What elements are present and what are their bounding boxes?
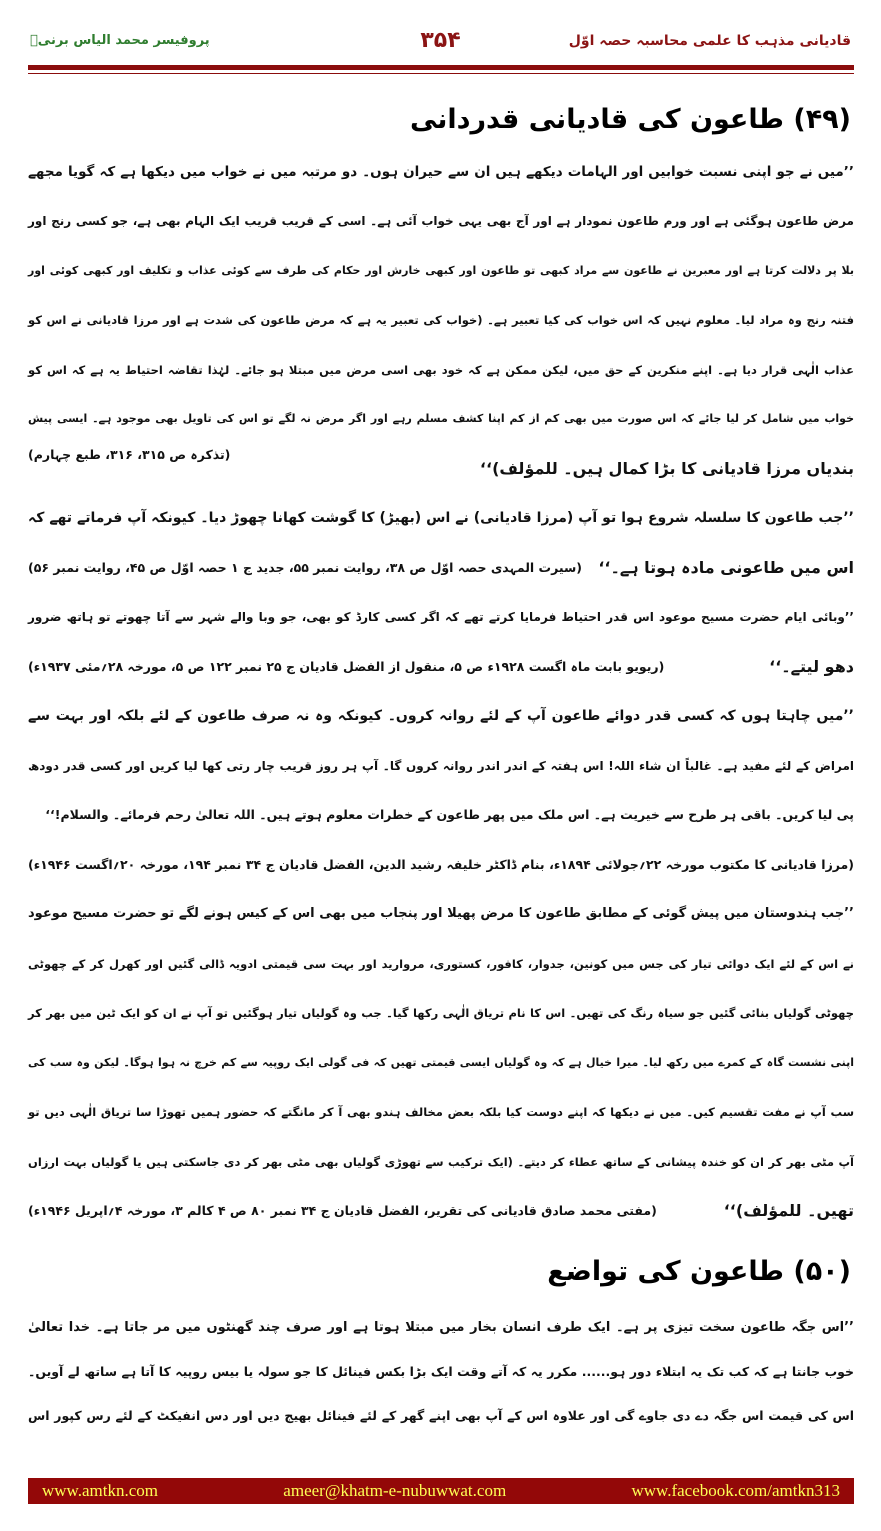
text-line: ’’جب ہندوستان میں پیش گوئی کے مطابق طاعون کا مرض پھیلا اور پنجاب میں بھی اس کے کیس ہونے لگے تو حضرت مسیح موعود [28,906,854,921]
text-line: ’’وبائی ایام حضرت مسیح موعود اس قدر احتیاط فرمایا کرتے تھے کہ اگر کسی کارڈ کو بھی، جو وبا والے شہر سے آتا چھوتے تو ہاتھ ضرور [28,610,854,624]
citation-reference: (تذکرہ ص ۳۱۵، ۳۱۶، طبع چہارم) [28,447,231,462]
citation-reference: (سیرت المہدی حصہ اوّل ص ۳۸، روایت نمبر ۵۵، جدید ج ۱ حصہ اوّل ص ۴۵، روایت نمبر ۵۶) [28,560,582,575]
text-line: امراض کے لئے مفید ہے۔ غالباً ان شاء اللہ! اس ہفتہ کے اندر اندر روانہ کروں گا۔ آپ ہر روز قریب چار رتی کھا لیا کریں اور کسی قدر دودھ [28,759,854,773]
text-line-with-reference [28,449,854,489]
section-heading-49: (۴۹) طاعون کی قادیانی قدردانی [409,104,851,135]
header-divider-thick [28,65,854,70]
text-line: تھیں۔ للمؤلف)‘‘ [723,1201,854,1220]
text-line: نے اس کے لئے ایک دوائی تیار کی جس میں کونین، جدوار، کافور، کستوری، مروارید اور بہت سی قیمتی ادویہ ڈالی گئیں اور کھرل کر کے چھوٹی [28,957,854,971]
text-line: ’’میں نے جو اپنی نسبت خوابیں اور الہامات دیکھے ہیں ان سے حیران ہوں۔ دو مرتبہ میں نے خواب میں دیکھا ہے کہ گویا مجھے [28,164,854,180]
text-line-with-reference [28,548,854,588]
text-line: خواب میں شامل کر لیا جائے کہ اس صورت میں بھی کم از کم اپنا کشف مسلم رہے اور اگر مرض نہ لگے تو اس کی تاویل بھی موجود ہے۔ ایسی پیش [28,412,854,425]
text-line: سب آپ نے مفت تقسیم کیں۔ میں نے دیکھا کہ اپنے دوست کیا بلکہ بعض مخالف ہندو بھی آ کر مانگتے کہ حضور ہمیں تھوڑا سا تریاق الٰہی دیں تو [28,1105,854,1119]
text-line: بندیاں مرزا قادیانی کا بڑا کمال ہیں۔ للمؤلف)‘‘ [479,459,854,478]
author-name: پروفیسر محمد الیاس برنیؒ [30,33,210,48]
book-title: قادیانی مذہب کا علمی محاسبہ حصہ اوّل [568,33,851,49]
text-line: ’’اس جگہ طاعون سخت تیزی پر ہے۔ ایک طرف انسان بخار میں مبتلا ہوتا ہے اور صرف چند گھنٹوں میں مر جاتا ہے۔ خدا تعالیٰ [28,1320,854,1335]
citation-reference: (مرزا قادیانی کا مکتوب مورخہ ۲۲؍جولائی ۱۸۹۴ء، بنام ڈاکٹر خلیفہ رشید الدین، الفضل قادیان ج ۳۴ نمبر ۱۹۴، مورخہ ۲۰؍اگست ۱۹۴۶ء) [28,857,854,872]
citation-reference: (مفتی محمد صادق قادیانی کی تقریر، الفضل قادیان ج ۳۴ نمبر ۸۰ ص ۴ کالم ۳، مورخہ ۴؍اپریل ۱۹۴۶ء) [28,1203,657,1218]
email-link[interactable]: ameer@khatm-e-nubuwwat.com [283,1481,507,1500]
text-line-with-reference [28,647,854,687]
text-line: آپ مٹی بھر کر ان کو خندہ پیشانی کے ساتھ عطاء کر دیتے۔ (ایک ترکیب سے تھوڑی گولیاں بھی مٹی بھر کر دی جاسکتی ہیں یا گولیاں بہت ارزاں [28,1155,854,1169]
text-line: بلا پر دلالت کرتا ہے اور معبرین نے طاعون سے مراد کبھی تو طاعون اور کبھی خارش اور حکام کی طرف سے کوئی عذاب و تکلیف اور کبھی کوئی اور [28,264,854,277]
text-line: اپنی نشست گاہ کے کمرے میں رکھ لیا۔ میرا خیال ہے کہ وہ گولیاں ایسی قیمتی تھیں کہ فی گولی ایک روپیہ سے کم خرچ نہ ہوا ہوگا۔ لیکن وہ سب کی [28,1056,854,1069]
header-divider-thin [28,73,854,74]
footer-bar [28,1478,854,1504]
text-line: اس میں طاعونی مادہ ہوتا ہے۔‘‘ [598,558,854,577]
text-line: چھوٹی گولیاں بنائی گئیں جو سیاہ رنگ کی تھیں۔ اس کا نام تریاق الٰہی رکھا گیا۔ جب وہ گولیاں تیار ہوگئیں تو آپ نے ان کو ایک ٹین میں بھر کر [28,1006,854,1020]
facebook-link[interactable]: www.facebook.com/amtkn313 [631,1481,840,1500]
text-line: فتنہ رنج وہ مراد لیا۔ معلوم نہیں کہ اس خواب کی کیا تعبیر ہے۔ (خواب کی تعبیر یہ ہے کہ مرض طاعون کی شدت ہے اور مرزا قادیانی نے اس کو [28,313,854,327]
text-line: ’’جب طاعون کا سلسلہ شروع ہوا تو آپ (مرزا قادیانی) نے اس (بھیڑ) کا گوشت کھانا چھوڑ دیا۔ کیونکہ آپ فرماتے تھے کہ [28,510,854,526]
text-line: عذاب الٰہی قرار دیا ہے۔ اپنے منکرین کے حق میں، لیکن ممکن ہے کہ خود بھی اسی مرض میں مبتلا ہو جائے۔ لہٰذا تقاضہ احتیاط یہ ہے کہ اس کو [28,363,854,377]
section-heading-50: (۵۰) طاعون کی تواضع [547,1256,851,1287]
text-line: خوب جانتا ہے کہ کب تک یہ ابتلاء دور ہو...... مکرر یہ کہ آتے وقت ایک بڑا بکس فینائل کا جو سولہ یا بیس روپیہ کا آتا ہے ساتھ لے آویں۔ [28,1364,854,1379]
text-line: ’’میں چاہتا ہوں کہ کسی قدر دوائے طاعون آپ کے لئے روانہ کروں۔ کیونکہ وہ نہ صرف طاعون کے لئے بلکہ اور بہت سے [28,708,854,724]
text-line-with-reference [28,1191,854,1231]
citation-reference: (ریویو بابت ماہ اگست ۱۹۲۸ء ص ۵، منقول از الفضل قادیان ج ۲۵ نمبر ۱۲۲ ص ۵، مورخہ ۲۸؍مئی ۱۹۳۷ء) [28,659,665,674]
text-line: دھو لیتے۔‘‘ [769,657,854,676]
page-number: ۳۵۴ [420,28,461,53]
text-line: پی لیا کریں۔ باقی ہر طرح سے خیریت ہے۔ اس ملک میں پھر طاعون کے خطرات معلوم ہوتے ہیں۔ اللہ تعالیٰ رحم فرمائے۔ والسلام!‘‘ [45,807,854,822]
text-line: مرض طاعون ہوگئی ہے اور ورم طاعون نمودار ہے اور آج بھی یہی خواب آئی ہے۔ اسی کے قریب قریب ایک الہام بھی ہے، جو کسی رنج اور [28,214,854,228]
website-link[interactable]: www.amtkn.com [42,1481,158,1500]
text-line: اس کی قیمت اس جگہ دے دی جاوے گی اور علاوہ اس کے آپ بھی اپنے گھر کے لئے فینائل بھیج دیں اور دس انفیکٹ کے لئے رس کپور اس [28,1408,854,1423]
